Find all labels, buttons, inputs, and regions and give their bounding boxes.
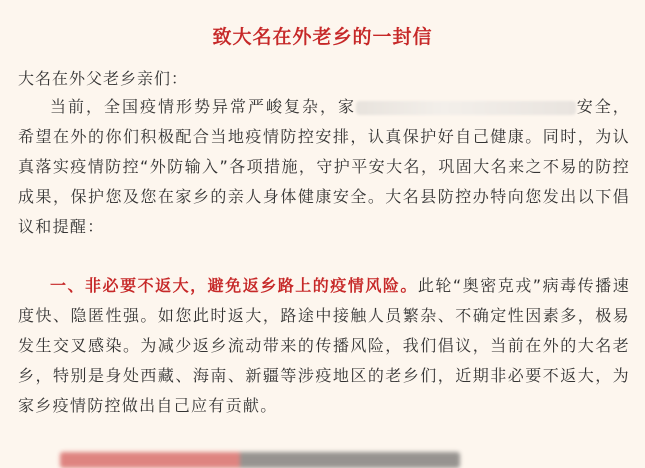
greeting: 大名在外父老乡亲们： [18,69,189,88]
paragraph-point-one [18,271,630,421]
blurred-text [356,101,576,115]
paragraph-intro [18,92,630,242]
intro-end-text: 安全，希望在外的你们积极配合当地疫情防控安排，认真保护好自己健康。同时，为认真落实疫情防控“外防输入”各项措施，守护平安大名，巩固大名来之不易的防控成果，保护您及您在家乡的亲人身体健康安全。大名县防控办特向您发出以下倡议和提醒： [18,97,630,236]
point-one-body: 此轮“奥密克戎”病毒传播速度快、隐匿性强。如您此时返大，路途中接触人员繁杂、不确定性因素多，极易发生交叉感染。为减少返乡流动带来的传播风险，我们倡议，当前在外的大名老乡，特别是身处西藏、海南、新疆等涉疫地区的老乡们，近期非必要不返大，为家乡疫情防控做出自己应有贡献。 [18,276,630,415]
letter-title: 致大名在外老乡的一封信 [212,26,433,48]
point-one-heading: 一、非必要不返大，避免返乡路上的疫情风险。 [50,276,418,295]
cut-off-next-line [60,452,460,468]
intro-start-text: 当前，全国疫情形势异常严峻复杂，家 [50,97,356,116]
